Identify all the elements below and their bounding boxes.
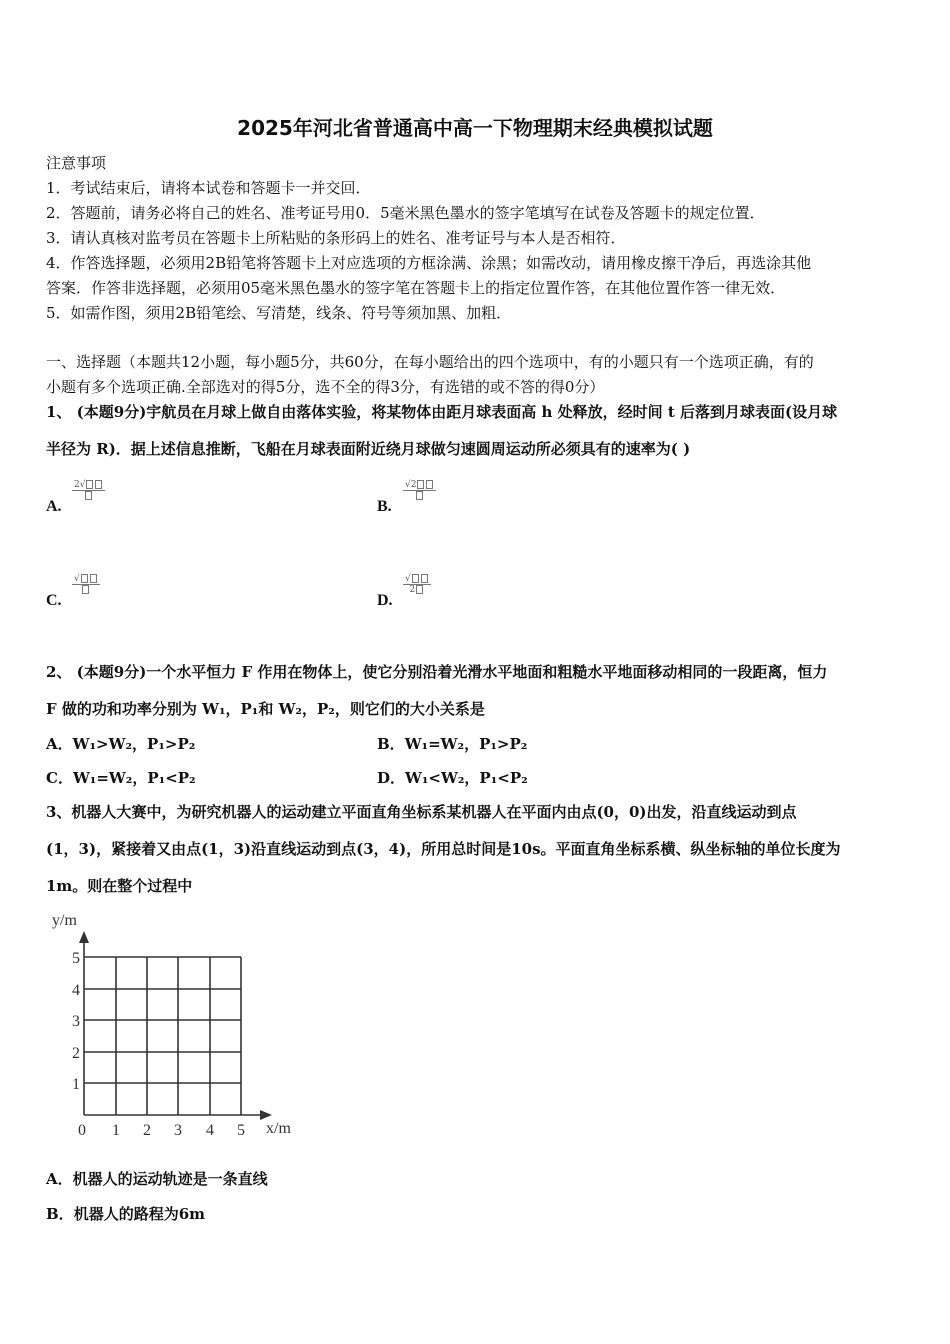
option-text: 机器人的路程为6m (73, 1205, 205, 1223)
q2-option-c[interactable] (46, 767, 196, 788)
x-tick: 3 (174, 1122, 182, 1139)
x-axis-arrow-icon (260, 1110, 272, 1120)
option-text: 机器人的运动轨迹是一条直线 (72, 1170, 268, 1188)
question-3-stem-cont: (1，3)，紧接着又由点(1，3)沿直线运动到点(3，4)，所用总时间是10s。平面直角坐标系横、纵坐标轴的单位长度为 (46, 840, 841, 858)
question-2-stem: 2、 (本题9分)一个水平恒力 F 作用在物体上，使它分别沿着光滑水平地面和粗糙水平地面移动相同的一段距离，恒力 (46, 663, 828, 681)
notice-item: 1．考试结束后，请将本试卷和答题卡一并交回． (46, 179, 371, 197)
y-tick: 5 (72, 950, 80, 967)
y-tick: 2 (72, 1045, 80, 1062)
q2-option-b[interactable] (377, 733, 527, 754)
q1-option-a-formula: 2√ (72, 480, 105, 501)
y-tick: 3 (72, 1013, 80, 1030)
q3-option-a[interactable] (46, 1168, 268, 1189)
x-axis-label: x/m (266, 1120, 291, 1137)
x-tick: 0 (78, 1122, 86, 1139)
y-tick: 4 (72, 982, 80, 999)
page-title: 2025年河北省普通高中高一下物理期末经典模拟试题 (237, 116, 713, 140)
question-3-stem-cont2: 1m。则在整个过程中 (46, 877, 193, 895)
q1-option-b-label[interactable]: B. (377, 498, 392, 515)
x-tick: 1 (112, 1122, 120, 1139)
q1-option-a-label[interactable]: A. (46, 498, 62, 515)
option-label: C． (46, 769, 73, 787)
option-label: D． (377, 769, 406, 787)
x-tick: 4 (206, 1122, 214, 1139)
option-text: W₁>W₂，P₁>P₂ (72, 735, 196, 753)
section-heading-cont: 小题有多个选项正确.全部选对的得5分，选不全的得3分，有选错的或不答的得0分） (46, 378, 605, 396)
option-label: B． (377, 735, 405, 753)
option-text: W₁=W₂，P₁<P₂ (72, 769, 196, 787)
option-text: W₁=W₂，P₁>P₂ (404, 735, 528, 753)
notice-item: 2．答题前，请务必将自己的姓名、准考证号用0．5毫米黑色墨水的签字笔填写在试卷及答题卡的规定位置． (46, 204, 765, 222)
option-label: B． (46, 1205, 74, 1223)
question-2-stem-cont: F 做的功和功率分别为 W₁，P₁和 W₂，P₂，则它们的大小关系是 (46, 700, 485, 718)
question-3-stem: 3、机器人大赛中，为研究机器人的运动建立平面直角坐标系某机器人在平面内由点(0，0)出发，沿直线运动到点 (46, 803, 797, 821)
x-tick: 2 (143, 1122, 151, 1139)
q1-option-c-label[interactable]: C. (46, 592, 62, 609)
q1-option-d-label[interactable]: D. (377, 592, 393, 609)
q2-option-a[interactable] (46, 733, 195, 754)
y-axis-arrow-icon (79, 931, 89, 943)
notice-item: 答案．作答非选择题，必须用05毫米黑色墨水的签字笔在答题卡上的指定位置作答，在其他位置作答一律无效． (46, 279, 786, 297)
question-1-stem: 1、 (本题9分)宇航员在月球上做自由落体实验，将某物体由距月球表面高 h 处释放，经时间 t 后落到月球表面(设月球 (46, 403, 838, 421)
q1-option-d-formula: √ 2 (403, 574, 431, 595)
notice-item: 3．请认真核对监考员在答题卡上所粘贴的条形码上的姓名、准考证号与本人是否相符． (46, 229, 626, 247)
section-heading: 一、选择题（本题共12小题，每小题5分，共60分，在每小题给出的四个选项中，有的小题只有一个选项正确，有的 (46, 353, 814, 371)
notice-item: 4．作答选择题，必须用2B铅笔将答题卡上对应选项的方框涂满、涂黑；如需改动，请用橡皮擦干净后，再选涂其他 (46, 254, 812, 272)
x-tick: 5 (237, 1122, 245, 1139)
option-label: A． (46, 735, 73, 753)
option-text: W₁<W₂，P₁<P₂ (405, 769, 528, 787)
q2-option-d[interactable] (377, 767, 528, 788)
q1-option-c-formula: √ (72, 574, 100, 595)
option-label: A． (46, 1170, 73, 1188)
coordinate-grid-figure (44, 905, 304, 1145)
question-1-stem-cont: 半径为 R)．据上述信息推断，飞船在月球表面附近绕月球做匀速圆周运动所必须具有的速率为( ) (46, 440, 691, 458)
notice-heading: 注意事项 (46, 154, 107, 172)
y-tick: 1 (72, 1076, 80, 1093)
notice-item: 5．如需作图，须用2B铅笔绘、写清楚，线条、符号等须加黑、加粗． (46, 304, 512, 322)
q3-option-b[interactable] (46, 1203, 205, 1224)
q1-option-b-formula: √2 (403, 480, 436, 501)
y-axis-label: y/m (52, 912, 77, 929)
